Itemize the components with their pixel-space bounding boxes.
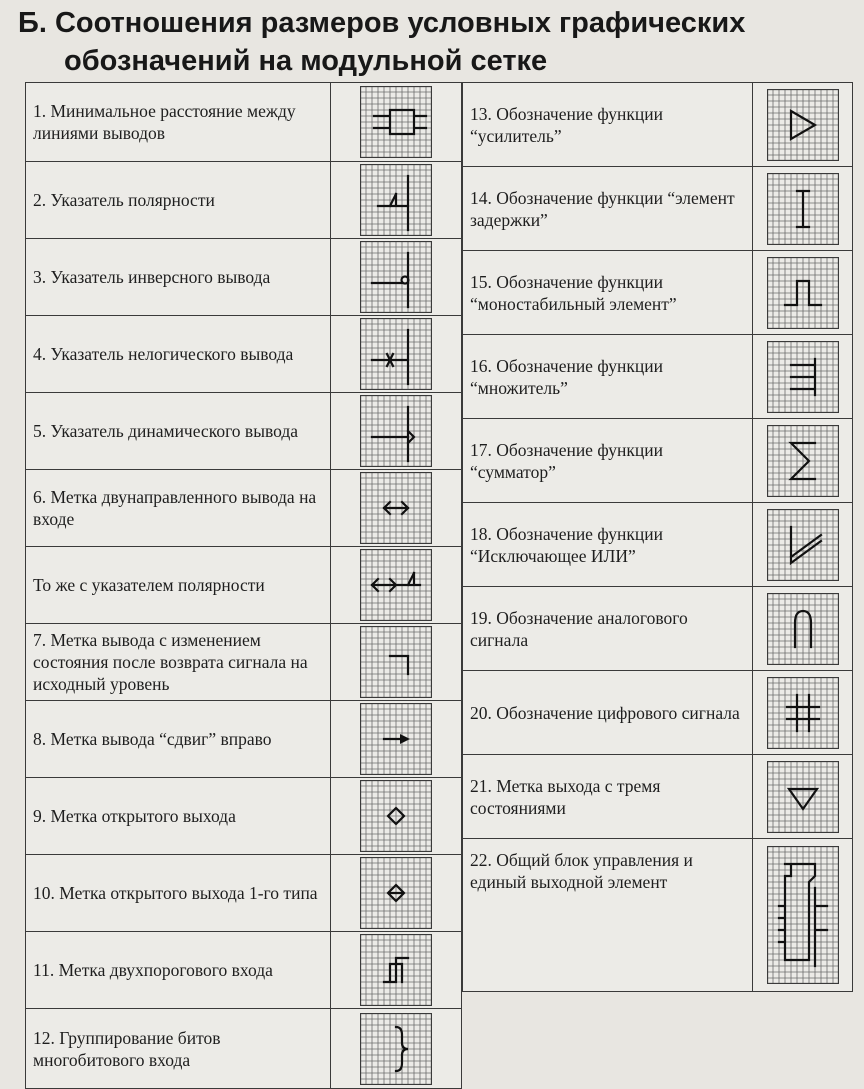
- inverse-output-icon: [360, 241, 432, 313]
- table-row: [463, 419, 853, 503]
- postponed-output-icon: [360, 626, 432, 698]
- row-description: 11. Метка двухпорогового входа: [26, 932, 331, 1009]
- delay-element-icon: [767, 173, 839, 245]
- table-row: [26, 932, 462, 1009]
- table-row: [26, 316, 462, 393]
- symbol-cell: [331, 932, 462, 1009]
- table-row: [26, 83, 462, 162]
- row-description: 1. Минимальное расстояние между линиями выводов: [26, 83, 331, 162]
- amplifier-icon: [767, 89, 839, 161]
- row-description: 15. Обозначение функции “моностабильный элемент”: [463, 251, 753, 335]
- page-title: [18, 4, 858, 80]
- table-row: [26, 239, 462, 316]
- row-description: 12. Группирование битов многобитового входа: [26, 1009, 331, 1089]
- row-description: 18. Обозначение функции “Исключающее ИЛИ”: [463, 503, 753, 587]
- row-description: 10. Метка открытого выхода 1-го типа: [26, 855, 331, 932]
- row-description: 13. Обозначение функции “усилитель”: [463, 83, 753, 167]
- row-description: 8. Метка вывода “сдвиг” вправо: [26, 701, 331, 778]
- symbol-cell: [331, 162, 462, 239]
- table-row: [26, 855, 462, 932]
- table-row: [26, 1009, 462, 1089]
- symbol-cell: [331, 855, 462, 932]
- row-description: 17. Обозначение функции “сумматор”: [463, 419, 753, 503]
- open-output-type1-icon: [360, 857, 432, 929]
- row-description: 5. Указатель динамического вывода: [26, 393, 331, 470]
- symbol-cell: [331, 393, 462, 470]
- table-row: [463, 755, 853, 839]
- row-description: 16. Обозначение функции “множитель”: [463, 335, 753, 419]
- table-row: [26, 701, 462, 778]
- shift-right-icon: [360, 703, 432, 775]
- symbol-cell: [331, 547, 462, 624]
- row-description: 9. Метка открытого выхода: [26, 778, 331, 855]
- row-description: 3. Указатель инверсного вывода: [26, 239, 331, 316]
- table-row: [463, 587, 853, 671]
- symbol-cell: [331, 1009, 462, 1089]
- symbol-cell: [753, 419, 853, 503]
- table-row: [26, 162, 462, 239]
- right-symbol-table: [462, 82, 853, 992]
- table-row: [463, 839, 853, 992]
- hysteresis-input-icon: [360, 934, 432, 1006]
- table-row: [26, 624, 462, 701]
- table-row: [26, 470, 462, 547]
- symbol-cell: [753, 83, 853, 167]
- digital-signal-icon: [767, 677, 839, 749]
- table-row: [463, 167, 853, 251]
- symbol-cell: [331, 83, 462, 162]
- symbol-cell: [753, 503, 853, 587]
- table-row: [463, 335, 853, 419]
- table-row: [463, 251, 853, 335]
- bidirectional-polarity-icon: [360, 549, 432, 621]
- monostable-icon: [767, 257, 839, 329]
- open-output-icon: [360, 780, 432, 852]
- row-description: 20. Обозначение цифрового сигнала: [463, 671, 753, 755]
- row-description: 4. Указатель нелогического вывода: [26, 316, 331, 393]
- xor-icon: [767, 509, 839, 581]
- symbol-cell: [753, 335, 853, 419]
- symbol-cell: [753, 671, 853, 755]
- tristate-output-icon: [767, 761, 839, 833]
- left-symbol-table: [25, 82, 462, 1089]
- symbol-cell: [753, 167, 853, 251]
- analog-signal-icon: [767, 593, 839, 665]
- control-block-icon: [767, 846, 839, 984]
- table-row: [463, 671, 853, 755]
- bit-grouping-icon: [360, 1013, 432, 1085]
- title-line-1: Б. Соотношения размеров условных графических: [18, 7, 746, 39]
- table-row: [463, 83, 853, 167]
- symbol-cell: [753, 839, 853, 992]
- symbol-cell: [753, 755, 853, 839]
- symbol-cell: [753, 251, 853, 335]
- symbol-cell: [331, 316, 462, 393]
- nonlogic-output-icon: [360, 318, 432, 390]
- table-row: [26, 393, 462, 470]
- polarity-icon: [360, 164, 432, 236]
- table-row: [26, 778, 462, 855]
- symbol-cell: [331, 701, 462, 778]
- table-row: [26, 547, 462, 624]
- symbol-cell: [331, 624, 462, 701]
- symbol-cell: [331, 239, 462, 316]
- symbol-cell: [331, 778, 462, 855]
- symbol-cell: [331, 470, 462, 547]
- row-description: 2. Указатель полярности: [26, 162, 331, 239]
- symbol-cell: [753, 587, 853, 671]
- row-description: 22. Общий блок управления и единый выходной элемент: [463, 839, 753, 992]
- adder-icon: [767, 425, 839, 497]
- row-description: 21. Метка выхода с тремя состояниями: [463, 755, 753, 839]
- min-distance-icon: [360, 86, 432, 158]
- multiplier-icon: [767, 341, 839, 413]
- row-description: 6. Метка двунаправленного вывода на входе: [26, 470, 331, 547]
- row-description: То же с указателем полярности: [26, 547, 331, 624]
- dynamic-output-icon: [360, 395, 432, 467]
- table-row: [463, 503, 853, 587]
- row-description: 14. Обозначение функции “элемент задержки”: [463, 167, 753, 251]
- title-line-2: обозначений на модульной сетке: [64, 45, 548, 77]
- row-description: 7. Метка вывода с изменением состояния после возврата сигнала на исходный уровень: [26, 624, 331, 701]
- row-description: 19. Обозначение аналогового сигнала: [463, 587, 753, 671]
- bidirectional-icon: [360, 472, 432, 544]
